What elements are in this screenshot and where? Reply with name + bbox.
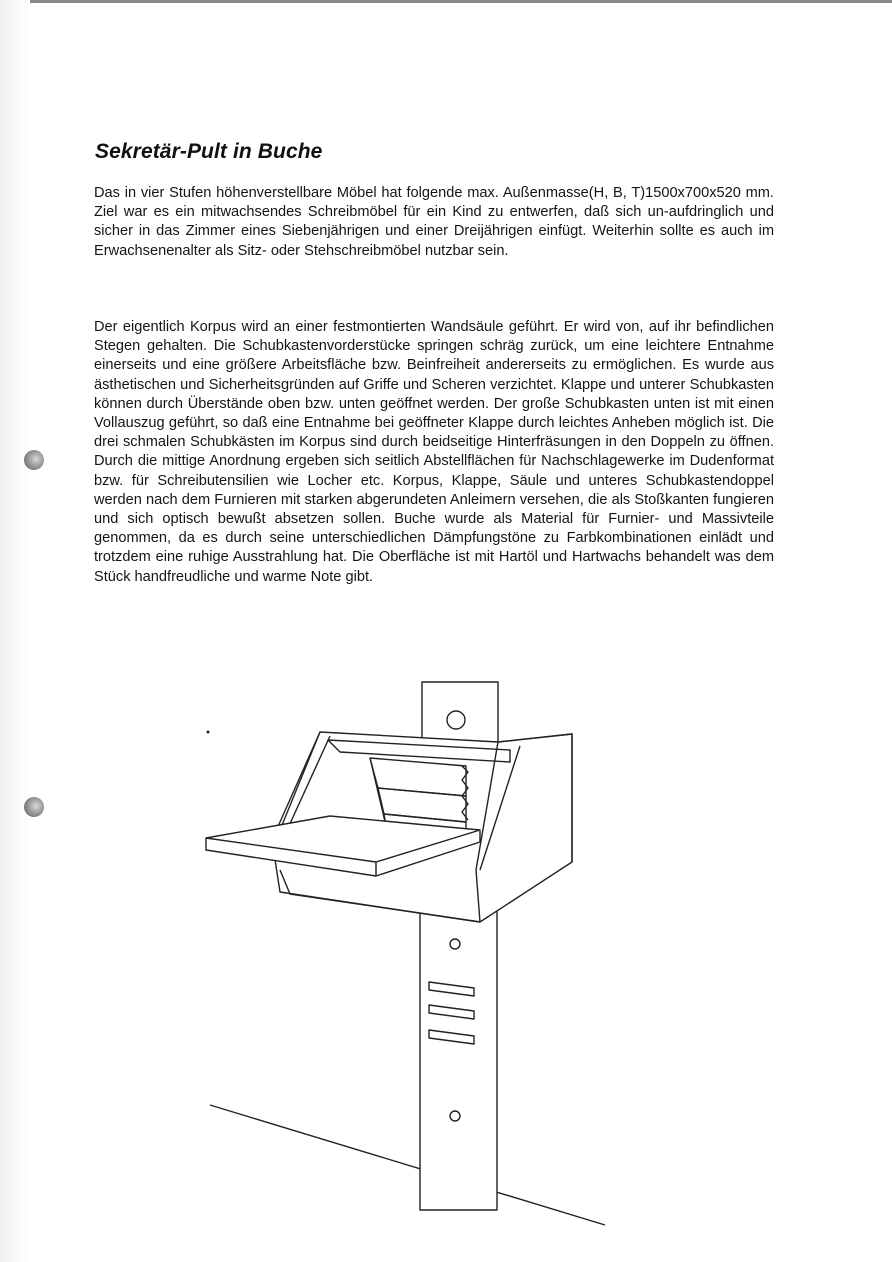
punch-hole-icon <box>24 450 44 470</box>
scan-speck <box>207 731 209 733</box>
scan-top-edge <box>0 0 892 3</box>
document-title: Sekretär-Pult in Buche <box>95 140 323 163</box>
floor-line <box>210 1105 605 1225</box>
scan-left-shadow <box>0 0 30 1262</box>
punch-hole-icon <box>24 797 44 817</box>
paragraph-intro: Das in vier Stufen höhenverstellbare Möbel hat folgende max. Außenmasse(H, B, T)1500x700x520 mm. Ziel war es ein mitwachsendes Schreibmöbel für ein Kind zu entwerfen, daß sich un-aufdringlich und sicher in das Zimmer eines Siebenjährigen und einer Dreijährigen einfügt. Weiterhin sollte es auch im Erwachsenenalter als Sitz- oder Stehschreibmöbel nutzbar sein. <box>94 185 774 259</box>
secretary-desk-drawing-icon <box>180 670 650 1240</box>
paragraph-description: Der eigentlich Korpus wird an einer festmontierten Wandsäule geführt. Er wird von, auf ihr befindlichen Stegen gehalten. Die Schubkastenvorderstücke springen schräg zurück, um eine leichtere Entnahme einerseits und eine größere Arbeitsfläche bzw. Beinfreiheit andererseits zu ermöglichen. Es wurde aus ästhetischen und Sicherheitsgründen auf Griffe und Scheren verzichtet. Klappe und unterer Schubkasten können durch Überstände oben bzw. unten geöffnet werden. Der große Schubkasten unten ist mit einen Vollauszug geführt, so daß eine Entnahme bei geöffneter Klappe durch leichtes Anheben möglich ist. Die drei schmalen Schubkästen im Korpus sind durch beidseitige Hinterfräsungen in den Doppeln zu öffnen. Durch die mittige Anordnung ergeben sich seitlich Abstellflächen für Nachschlagewerke im Dudenformat bzw. für Schreibutensilien wie Locher etc. Korpus, Klappe, Säule und unteres Schubkastendoppel werden nach dem Furnieren mit starken abgerundeten Anleimern versehen, die als Stoßkanten fungieren und sich optisch bewußt absetzen sollen. Buche wurde als Material für Furnier- und Massivteile genommen, da es durch seine unterschiedlichen Dämpfungstöne zu Farbkombinationen einlädt und trotzdem eine ruhige Ausstrahlung hat. Die Oberfläche ist mit Hartöl und Hartwachs behandelt was dem Stück handfreudliche und warme Note gibt. <box>94 319 774 585</box>
